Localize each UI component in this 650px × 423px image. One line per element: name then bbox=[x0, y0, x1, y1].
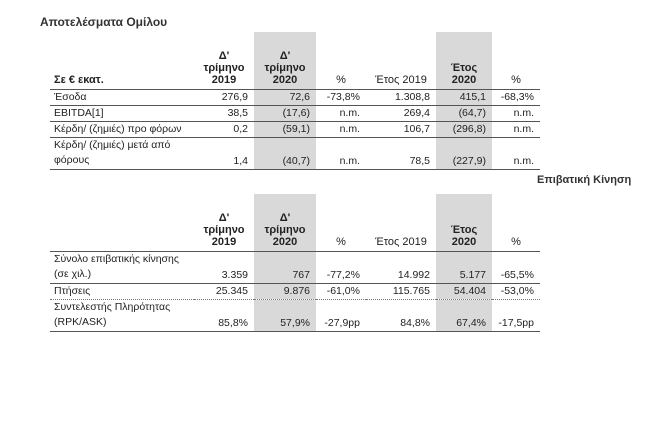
header-empty bbox=[50, 194, 194, 251]
cell: -73,8% bbox=[326, 90, 360, 103]
cell: n.m. bbox=[513, 106, 534, 119]
table-row bbox=[50, 251, 540, 283]
row-label: Κέρδη/ (ζημιές) μετά από φόρους bbox=[54, 139, 171, 166]
cell: n.m. bbox=[339, 122, 360, 135]
table-row bbox=[50, 299, 540, 331]
cell: -17,5pp bbox=[498, 316, 534, 329]
header-pct-q: % bbox=[336, 73, 346, 86]
cell: -27,9pp bbox=[324, 316, 360, 329]
cell: 57,9% bbox=[254, 299, 316, 331]
header-year-2019: Έτος 2019 bbox=[375, 73, 427, 86]
table-header-row bbox=[50, 32, 540, 89]
cell: 54.404 bbox=[436, 283, 492, 299]
cell: -77,2% bbox=[326, 268, 360, 281]
row-label: Έσοδα bbox=[54, 90, 87, 103]
cell: 9.876 bbox=[254, 283, 316, 299]
cell: (227,9) bbox=[436, 137, 492, 169]
header-pct-year: % bbox=[511, 235, 521, 248]
cell: n.m. bbox=[339, 106, 360, 119]
cell: 85,8% bbox=[218, 316, 248, 329]
header-q4-2019: Δ' τρίμηνο 2019 bbox=[203, 211, 245, 248]
cell: -53,0% bbox=[500, 284, 534, 297]
cell: 767 bbox=[254, 251, 316, 283]
cell: (40,7) bbox=[254, 137, 316, 169]
cell: 72,6 bbox=[254, 89, 316, 105]
header-year-2020: Έτος 2020 bbox=[436, 194, 492, 251]
table-row bbox=[50, 121, 540, 137]
header-q4-2020: Δ' τρίμηνο 2020 bbox=[254, 32, 316, 89]
header-year-2019: Έτος 2019 bbox=[375, 235, 427, 248]
cell: 5.177 bbox=[436, 251, 492, 283]
row-label: EBITDA[1] bbox=[54, 106, 104, 119]
cell: (17,6) bbox=[254, 105, 316, 121]
cell: -68,3% bbox=[500, 90, 534, 103]
header-year-2020: Έτος 2020 bbox=[436, 32, 492, 89]
cell: n.m. bbox=[513, 122, 534, 135]
cell: 106,7 bbox=[403, 122, 430, 135]
cell: (59,1) bbox=[254, 121, 316, 137]
table-header-row bbox=[50, 194, 540, 251]
group-results-table bbox=[50, 32, 540, 170]
header-q4-2020: Δ' τρίμηνο 2020 bbox=[254, 194, 316, 251]
cell: 115.765 bbox=[392, 284, 430, 297]
cell: (64,7) bbox=[436, 105, 492, 121]
table-row bbox=[50, 89, 540, 105]
cell: 1.308,8 bbox=[394, 90, 430, 103]
cell: 25.345 bbox=[215, 284, 248, 297]
table-row bbox=[50, 283, 540, 299]
section-label-passenger-traffic: Επιβατική Κίνηση bbox=[537, 174, 632, 186]
table-row bbox=[50, 105, 540, 121]
cell: 1,4 bbox=[233, 154, 248, 167]
header-pct-q: % bbox=[336, 235, 346, 248]
cell: 415,1 bbox=[436, 89, 492, 105]
cell: 38,5 bbox=[227, 106, 248, 119]
row-label: Συντελεστής Πληρότητας (RPK/ASK) bbox=[54, 301, 171, 328]
page-title: Αποτελέσματα Ομίλου bbox=[40, 15, 168, 29]
cell: -61,0% bbox=[326, 284, 360, 297]
cell: 269,4 bbox=[403, 106, 430, 119]
header-q4-2019: Δ' τρίμηνο 2019 bbox=[203, 49, 245, 86]
cell: 3.359 bbox=[221, 268, 248, 281]
header-pct-year: % bbox=[511, 73, 521, 86]
cell: 0,2 bbox=[233, 122, 248, 135]
row-label: Κέρδη/ (ζημιές) προ φόρων bbox=[54, 122, 182, 135]
passenger-traffic-table bbox=[50, 194, 540, 332]
cell: n.m. bbox=[513, 154, 534, 167]
cell: 78,5 bbox=[409, 154, 430, 167]
cell: -65,5% bbox=[500, 268, 534, 281]
cell: 67,4% bbox=[436, 299, 492, 331]
cell: 84,8% bbox=[400, 316, 430, 329]
header-unit: Σε € εκατ. bbox=[54, 73, 104, 86]
cell: n.m. bbox=[339, 154, 360, 167]
table-row bbox=[50, 137, 540, 169]
cell: 276,9 bbox=[221, 90, 248, 103]
row-label: Σύνολο επιβατικής κίνησης (σε χιλ.) bbox=[54, 253, 179, 280]
cell: 14.992 bbox=[397, 268, 430, 281]
row-label: Πτήσεις bbox=[54, 284, 91, 297]
cell: (296,8) bbox=[436, 121, 492, 137]
